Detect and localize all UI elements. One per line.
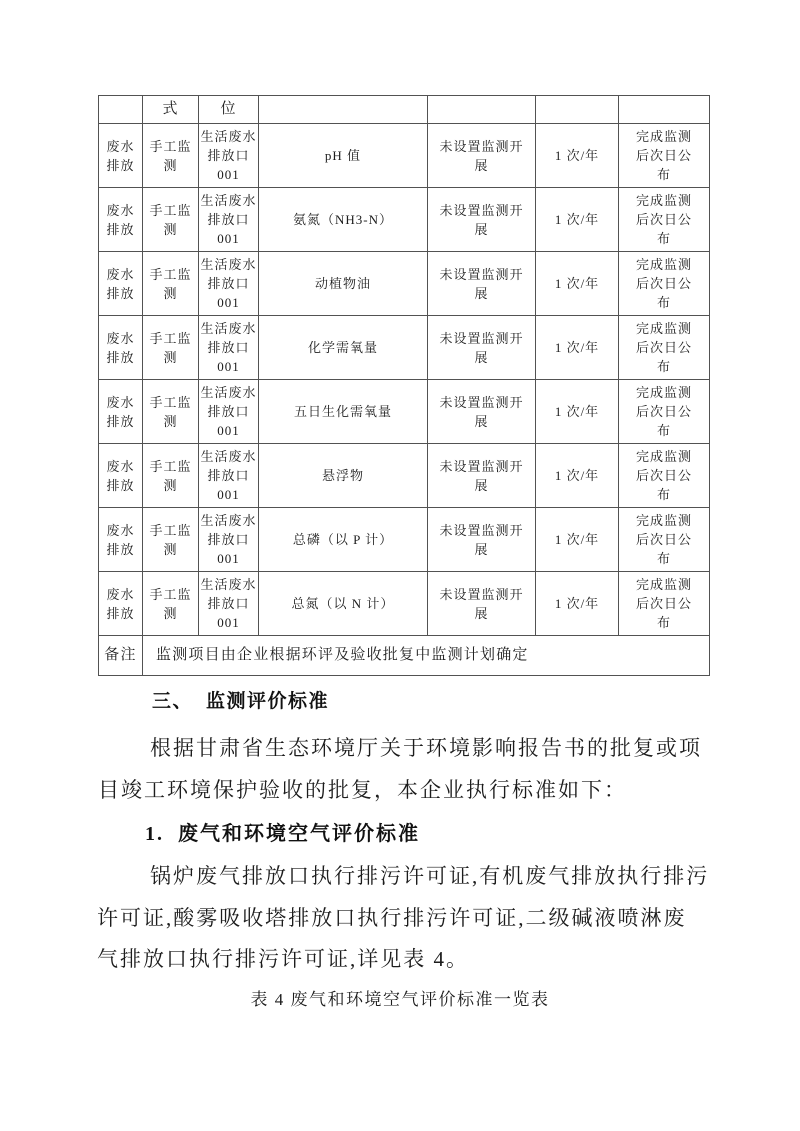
table-remark-row bbox=[99, 636, 710, 676]
table-cell: 未设置监测开展 bbox=[428, 380, 536, 444]
section-heading-label: 监测评价标准 bbox=[206, 691, 330, 712]
table-cell: 完成监测后次日公布 bbox=[619, 508, 710, 572]
table-cell: 1 次/年 bbox=[536, 188, 619, 252]
table-cell: 手工监测 bbox=[143, 188, 199, 252]
table-cell: 未设置监测开展 bbox=[428, 252, 536, 316]
table-cell: 完成监测后次日公布 bbox=[619, 124, 710, 188]
header-cell bbox=[99, 96, 143, 124]
table-cell: 1 次/年 bbox=[536, 572, 619, 636]
table-cell: 1 次/年 bbox=[536, 124, 619, 188]
table-row bbox=[99, 508, 710, 572]
table-cell: 完成监测后次日公布 bbox=[619, 380, 710, 444]
table-cell: 废水排放 bbox=[99, 252, 143, 316]
table-cell: 废水排放 bbox=[99, 316, 143, 380]
remark-text-cell: 监测项目由企业根据环评及验收批复中监测计划确定 bbox=[143, 636, 710, 676]
table-cell: 手工监测 bbox=[143, 316, 199, 380]
table-cell: 1 次/年 bbox=[536, 252, 619, 316]
header-cell bbox=[536, 96, 619, 124]
table-cell: 废水排放 bbox=[99, 188, 143, 252]
table-cell: pH 值 bbox=[259, 124, 428, 188]
table-cell: 生活废水排放口001 bbox=[199, 508, 259, 572]
table-cell: 1 次/年 bbox=[536, 316, 619, 380]
table-row bbox=[99, 572, 710, 636]
table-cell: 生活废水排放口001 bbox=[199, 444, 259, 508]
paragraph-1-line-2: 目竣工环境保护验收的批复，本企业执行标准如下： bbox=[98, 778, 627, 802]
table-cell: 未设置监测开展 bbox=[428, 444, 536, 508]
paragraph-2-line-1: 锅炉废气排放口执行排污许可证,有机废气排放执行排污 bbox=[150, 864, 710, 888]
table-cell: 手工监测 bbox=[143, 252, 199, 316]
table-cell: 总磷（以 P 计） bbox=[259, 508, 428, 572]
paragraph-2-line-2: 许可证,酸雾吸收塔排放口执行排污许可证,二级碱液喷淋废 bbox=[97, 906, 687, 930]
table-cell: 完成监测后次日公布 bbox=[619, 316, 710, 380]
table-cell: 氨氮（NH3-N） bbox=[259, 188, 428, 252]
paragraph-1-line-1: 根据甘肃省生态环境厅关于环境影响报告书的批复或项 bbox=[150, 736, 702, 760]
subsection-heading-label: 废气和环境空气评价标准 bbox=[178, 823, 420, 845]
table-cell: 五日生化需氧量 bbox=[259, 380, 428, 444]
subsection-heading bbox=[145, 817, 420, 846]
header-cell: 位 bbox=[199, 96, 259, 124]
table-cell: 1 次/年 bbox=[536, 444, 619, 508]
table-cell: 未设置监测开展 bbox=[428, 508, 536, 572]
table-row bbox=[99, 124, 710, 188]
table-cell: 手工监测 bbox=[143, 444, 199, 508]
paragraph-2-line-3: 气排放口执行排污许可证,详见表 4。 bbox=[97, 947, 469, 971]
table-cell: 废水排放 bbox=[99, 124, 143, 188]
table-cell: 完成监测后次日公布 bbox=[619, 252, 710, 316]
table-cell: 手工监测 bbox=[143, 380, 199, 444]
table-cell: 未设置监测开展 bbox=[428, 188, 536, 252]
section-heading-number: 三、 bbox=[152, 691, 194, 712]
table-cell: 完成监测后次日公布 bbox=[619, 188, 710, 252]
table-row bbox=[99, 252, 710, 316]
table-cell: 化学需氧量 bbox=[259, 316, 428, 380]
table-row bbox=[99, 380, 710, 444]
table-row bbox=[99, 444, 710, 508]
header-cell bbox=[259, 96, 428, 124]
table-cell: 手工监测 bbox=[143, 508, 199, 572]
table-cell: 废水排放 bbox=[99, 572, 143, 636]
table-cell: 废水排放 bbox=[99, 508, 143, 572]
table-cell: 手工监测 bbox=[143, 572, 199, 636]
table-cell: 生活废水排放口001 bbox=[199, 124, 259, 188]
table-partial-header-row bbox=[99, 96, 710, 124]
table-4-caption: 表 4 废气和环境空气评价标准一览表 bbox=[250, 990, 550, 1009]
table-cell: 悬浮物 bbox=[259, 444, 428, 508]
table-cell: 完成监测后次日公布 bbox=[619, 572, 710, 636]
table-cell: 总氮（以 N 计） bbox=[259, 572, 428, 636]
table-cell: 手工监测 bbox=[143, 124, 199, 188]
monitoring-table bbox=[98, 95, 710, 676]
table-cell: 未设置监测开展 bbox=[428, 124, 536, 188]
table-cell: 未设置监测开展 bbox=[428, 572, 536, 636]
header-cell bbox=[428, 96, 536, 124]
table-cell: 1 次/年 bbox=[536, 380, 619, 444]
subsection-heading-number: 1. bbox=[145, 823, 164, 845]
table-cell: 未设置监测开展 bbox=[428, 316, 536, 380]
table-cell: 废水排放 bbox=[99, 444, 143, 508]
remark-label-cell: 备注 bbox=[99, 636, 143, 676]
table-cell: 完成监测后次日公布 bbox=[619, 444, 710, 508]
table-row bbox=[99, 316, 710, 380]
header-cell: 式 bbox=[143, 96, 199, 124]
section-heading bbox=[152, 686, 329, 713]
table-cell: 生活废水排放口001 bbox=[199, 252, 259, 316]
header-cell bbox=[619, 96, 710, 124]
table-row bbox=[99, 188, 710, 252]
table-cell: 生活废水排放口001 bbox=[199, 380, 259, 444]
table-cell: 生活废水排放口001 bbox=[199, 188, 259, 252]
table-cell: 废水排放 bbox=[99, 380, 143, 444]
table-cell: 生活废水排放口001 bbox=[199, 316, 259, 380]
monitoring-table-body bbox=[99, 96, 710, 676]
table-cell: 生活废水排放口001 bbox=[199, 572, 259, 636]
table-cell: 1 次/年 bbox=[536, 508, 619, 572]
table-cell: 动植物油 bbox=[259, 252, 428, 316]
